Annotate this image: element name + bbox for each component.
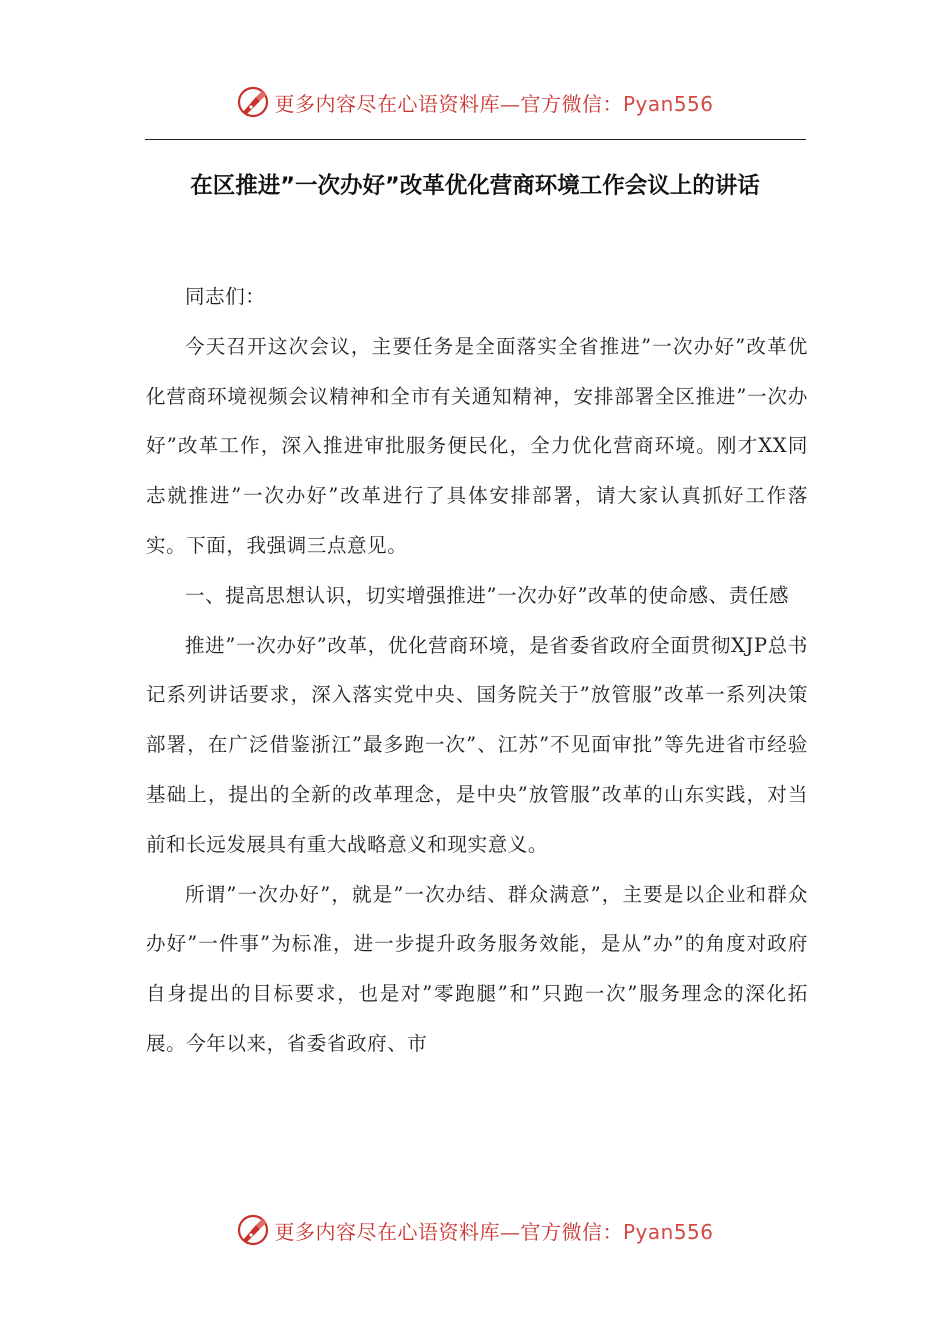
paragraph: 推进”一次办好”改革，优化营商环境，是省委省政府全面贯彻XJP总书记系列讲话要求，深入落实党中央、国务院关于”放管服”改革一系列决策部署，在广泛借鉴浙江”最多跑一次”、江苏”不见面审批”等先进省市经验基础上，提出的全新的改革理念，是中央”放管服”改革的山东实践，对当前和长远发展具有重大战略意义和现实意义。 <box>146 633 808 856</box>
watermark-main-text: 更多内容尽在心语资料库—官方微信： <box>274 1219 623 1244</box>
wechat-id: Pyan556 <box>622 1219 714 1244</box>
watermark-main-text: 更多内容尽在心语资料库—官方微信： <box>274 91 623 116</box>
pen-nib-logo-icon <box>236 1213 270 1247</box>
footer-watermark-banner <box>0 1210 950 1250</box>
section-heading: 一、提高思想认识，切实增强推进”一次办好”改革的使命感、责任感 <box>185 583 790 607</box>
document-body <box>146 272 808 1069</box>
watermark-text <box>274 88 713 117</box>
header-watermark-banner <box>0 82 950 122</box>
paragraph: 今天召开这次会议，主要任务是全面落实全省推进”一次办好”改革优化营商环境视频会议精神和全市有关通知精神，安排部署全区推进”一次办好”改革工作，深入推进审批服务便民化，全力优化营商环境。刚才XX同志就推进”一次办好”改革进行了具体安排部署，请大家认真抓好工作落实。下面，我强调三点意见。 <box>146 334 808 557</box>
wechat-id: Pyan556 <box>622 91 714 116</box>
header-divider <box>145 139 806 140</box>
salutation: 同志们： <box>185 285 266 308</box>
document-title: 在区推进”一次办好”改革优化营商环境工作会议上的讲话 <box>190 173 760 199</box>
pen-nib-logo-icon <box>236 85 270 119</box>
watermark-text <box>274 1216 713 1245</box>
paragraph: 所谓”一次办好”，就是”一次办结、群众满意”，主要是以企业和群众办好”一件事”为标准，进一步提升政务服务效能，是从”办”的角度对政府自身提出的目标要求，也是对”零跑腿”和”只跑一次”服务理念的深化拓展。今年以来，省委省政府、市 <box>146 882 808 1055</box>
